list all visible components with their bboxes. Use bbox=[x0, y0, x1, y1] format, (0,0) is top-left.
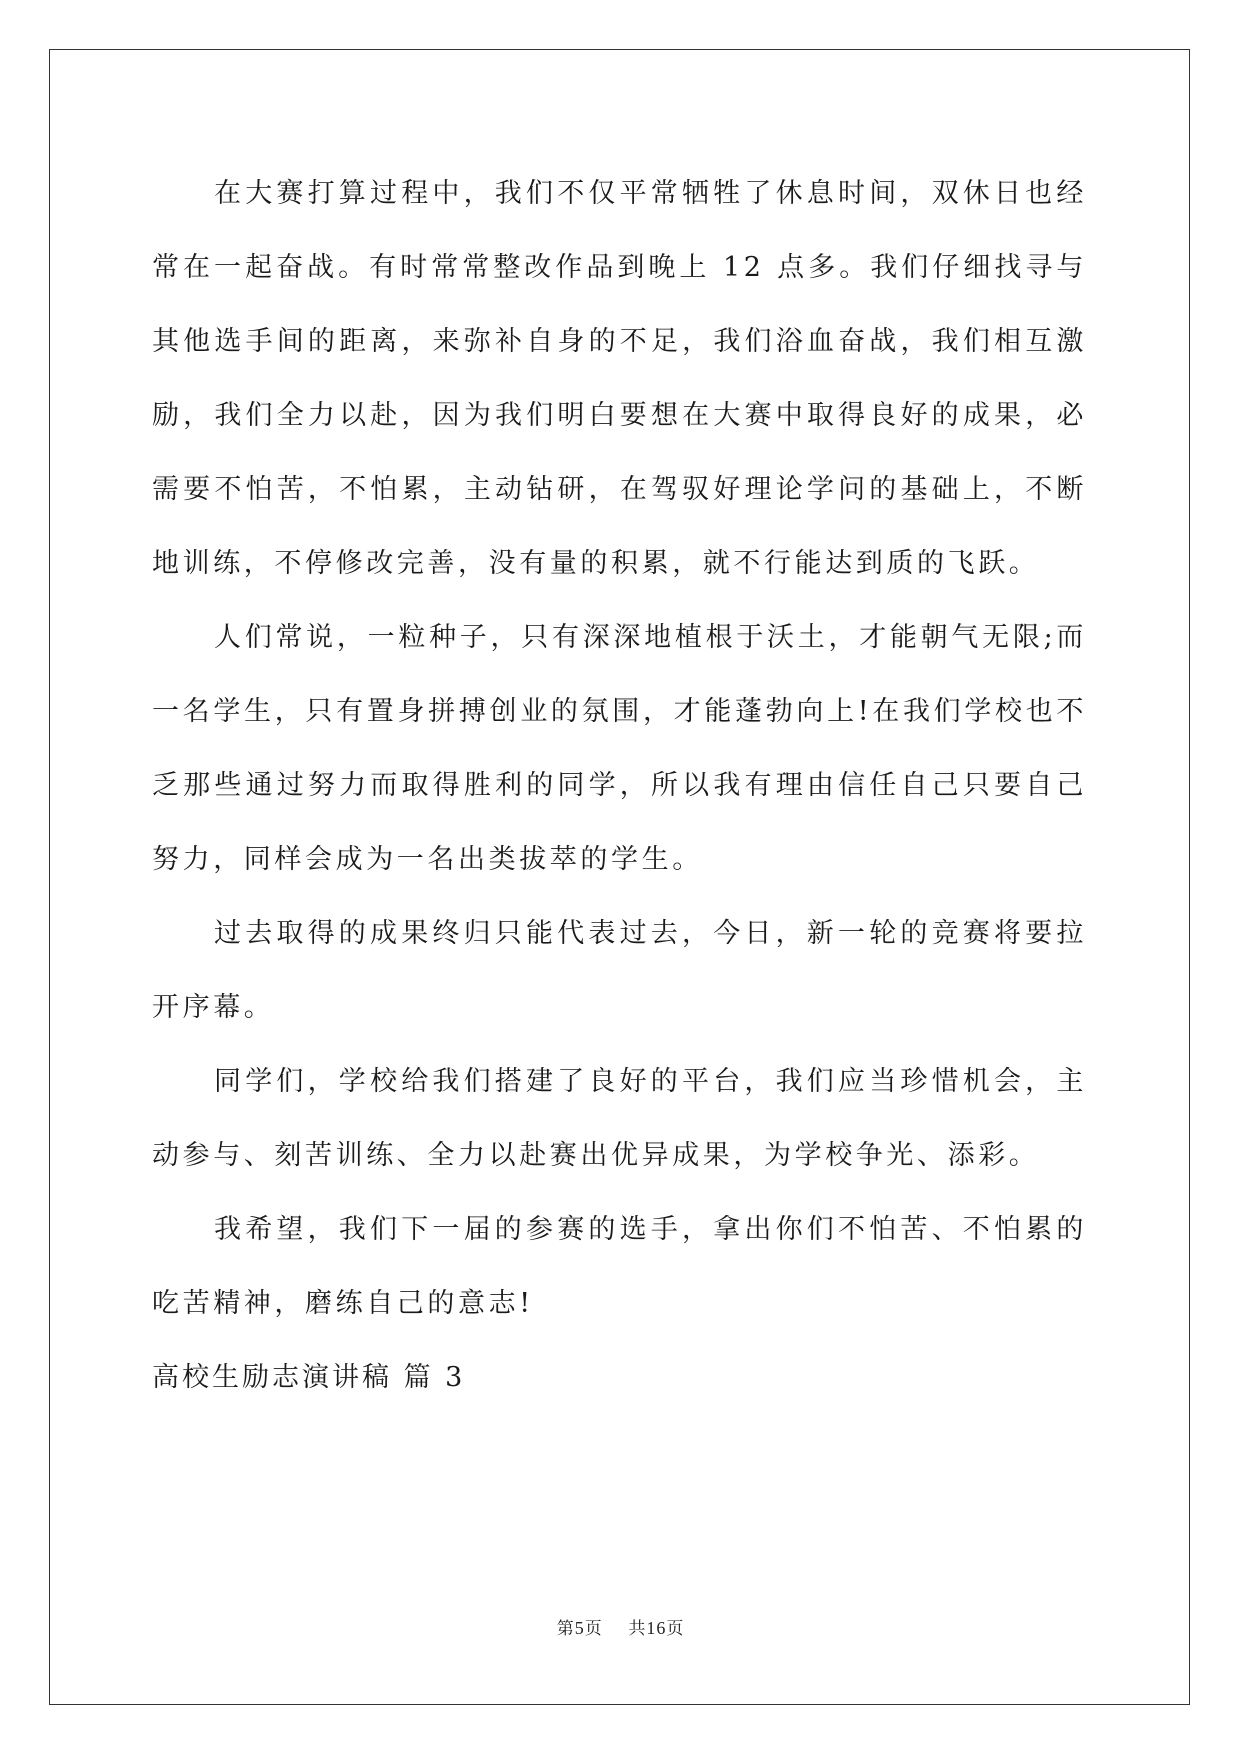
paragraph-2: 人们常说，一粒种子，只有深深地植根于沃土，才能朝气无限;而一名学生，只有置身拼搏创业的氛围，才能蓬勃向上!在我们学校也不乏那些通过努力而取得胜利的同学，所以我有理由信任自己只要自己努力，同样会成为一名出类拔萃的学生。 bbox=[152, 622, 1087, 875]
paragraph-4: 同学们，学校给我们搭建了良好的平台，我们应当珍惜机会，主动参与、刻苦训练、全力以赴赛出优异成果，为学校争光、添彩。 bbox=[152, 1066, 1087, 1171]
section-heading: 高校生励志演讲稿 篇 3 bbox=[152, 1362, 466, 1393]
page-footer bbox=[0, 1614, 1241, 1639]
page-suffix: 页 bbox=[584, 1619, 603, 1639]
total-prefix: 共 bbox=[628, 1619, 647, 1639]
page-prefix: 第 bbox=[556, 1619, 575, 1639]
paragraph-5: 我希望，我们下一届的参赛的选手，拿出你们不怕苦、不怕累的吃苦精神，磨练自己的意志! bbox=[152, 1214, 1087, 1319]
paragraph-3: 过去取得的成果终归只能代表过去，今日，新一轮的竞赛将要拉开序幕。 bbox=[152, 918, 1087, 1023]
page-number: 5 bbox=[574, 1618, 585, 1638]
total-suffix: 页 bbox=[666, 1619, 685, 1639]
total-pages: 16 bbox=[646, 1618, 667, 1638]
document-body bbox=[152, 157, 1087, 1415]
paragraph-1: 在大赛打算过程中，我们不仅平常牺牲了休息时间，双休日也经常在一起奋战。有时常常整改作品到晚上 12 点多。我们仔细找寻与其他选手间的距离，来弥补自身的不足，我们浴血奋战，我们相互激励，我们全力以赴，因为我们明白要想在大赛中取得良好的成果，必需要不怕苦，不怕累，主动钻研，在驾驭好理论学问的基础上，不断地训练，不停修改完善，没有量的积累，就不行能达到质的飞跃。 bbox=[152, 178, 1087, 579]
